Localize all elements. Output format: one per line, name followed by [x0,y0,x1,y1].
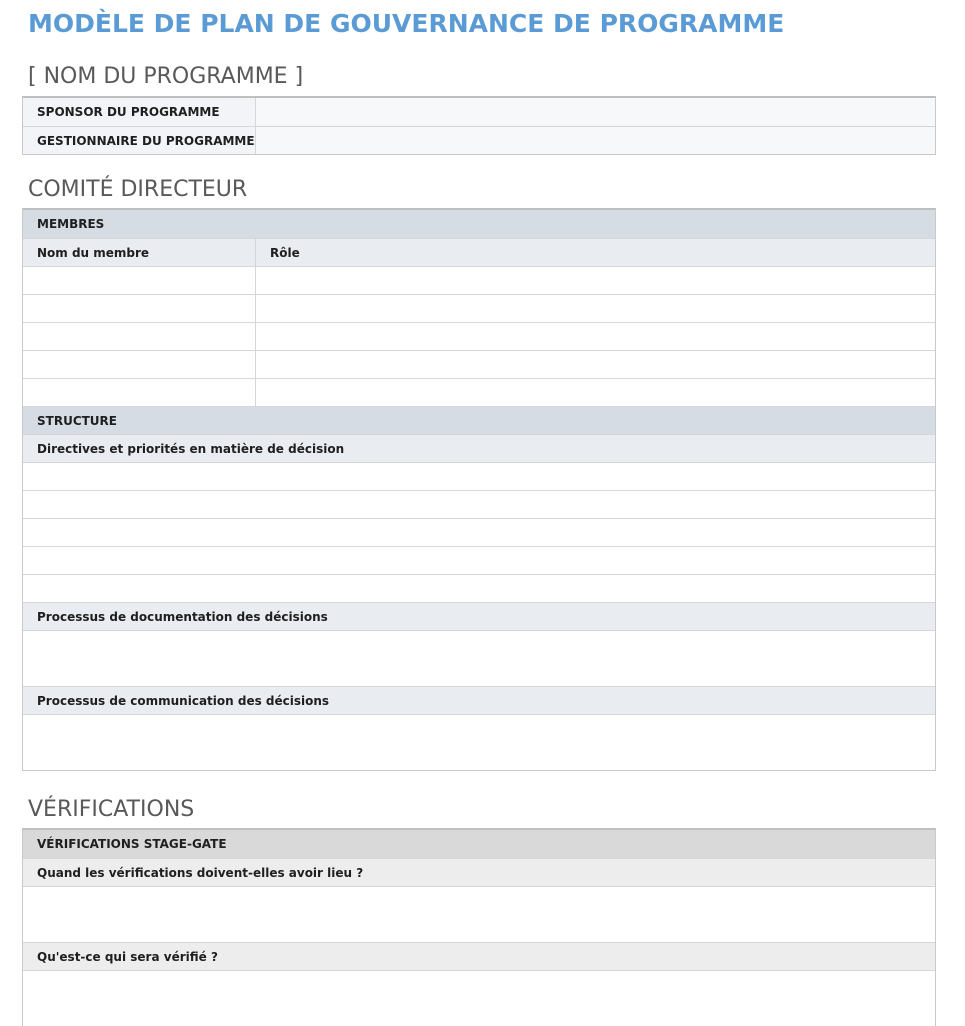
manager-field[interactable] [256,127,935,154]
when-label: Quand les vérifications doivent-elles avoir lieu ? [23,859,935,886]
what-field[interactable] [23,971,935,1026]
member-role-field[interactable] [256,379,935,406]
member-name-field[interactable] [23,267,256,294]
member-name-field[interactable] [23,323,256,350]
when-field[interactable] [23,887,935,942]
sponsor-field[interactable] [256,98,935,126]
member-row [23,322,935,350]
member-role-field[interactable] [256,323,935,350]
documentation-process-label: Processus de documentation des décisions [23,603,935,630]
sponsor-label: SPONSOR DU PROGRAMME [23,98,256,126]
members-header: MEMBRES [23,210,935,238]
program-info-table [22,96,936,155]
steering-committee-table [22,208,936,771]
decision-guidelines-label: Directives et priorités en matière de décision [23,435,935,462]
verifications-table [22,828,936,1026]
role-column-header: Rôle [256,239,935,266]
member-role-field[interactable] [256,295,935,322]
program-name-heading[interactable]: [ NOM DU PROGRAMME ] [28,64,304,89]
decision-guidelines-field[interactable] [23,575,935,602]
decision-guidelines-field[interactable] [23,547,935,574]
what-label: Qu'est-ce qui sera vérifié ? [23,943,935,970]
structure-header: STRUCTURE [23,407,935,434]
manager-label: GESTIONNAIRE DU PROGRAMME [23,127,256,154]
member-name-column-header: Nom du membre [23,239,256,266]
communication-process-field[interactable] [23,715,935,770]
member-name-field[interactable] [23,351,256,378]
communication-process-label: Processus de communication des décisions [23,687,935,714]
verifications-heading: VÉRIFICATIONS [28,797,195,822]
member-row [23,378,935,406]
member-row [23,294,935,322]
member-row [23,350,935,378]
decision-guidelines-field[interactable] [23,463,935,490]
steering-committee-heading: COMITÉ DIRECTEUR [28,177,248,202]
member-role-field[interactable] [256,351,935,378]
stage-gate-header: VÉRIFICATIONS STAGE-GATE [23,830,935,858]
member-role-field[interactable] [256,267,935,294]
decision-guidelines-field[interactable] [23,491,935,518]
member-name-field[interactable] [23,295,256,322]
member-row [23,266,935,294]
member-name-field[interactable] [23,379,256,406]
documentation-process-field[interactable] [23,631,935,686]
document-title: MODÈLE DE PLAN DE GOUVERNANCE DE PROGRAMME [28,9,785,38]
decision-guidelines-field[interactable] [23,519,935,546]
